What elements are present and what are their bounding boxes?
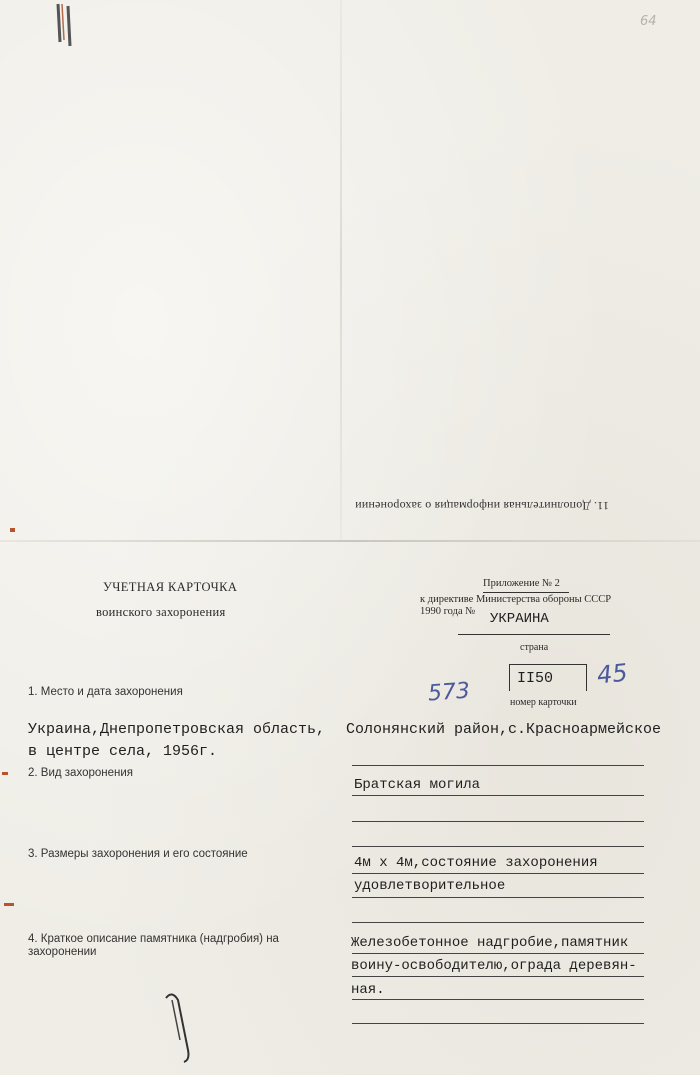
card-number: II50 bbox=[517, 670, 554, 687]
handwritten-number: 573 bbox=[427, 678, 471, 707]
field-rule bbox=[352, 821, 644, 822]
field-rule bbox=[352, 953, 644, 954]
field-rule bbox=[352, 999, 644, 1000]
red-mark bbox=[4, 903, 14, 906]
handwritten-number: 45 bbox=[595, 658, 629, 690]
field-rule bbox=[352, 765, 644, 766]
field-rule bbox=[352, 922, 644, 923]
country-value: УКРАИНА bbox=[490, 611, 549, 627]
field-rule bbox=[352, 1023, 644, 1024]
corner-page-number: 64 bbox=[640, 14, 657, 29]
size-condition-value: 4м х 4м,состояние захоронения bbox=[354, 855, 598, 871]
size-condition-label: 3. Размеры захоронения и его состояние bbox=[28, 848, 248, 860]
card-number-label: номер карточки bbox=[510, 697, 577, 708]
monument-value: Железобетонное надгробие,памятник bbox=[351, 935, 629, 951]
size-condition-value: удовлетворительное bbox=[354, 878, 506, 894]
place-value: в центре села, 1956г. bbox=[28, 743, 218, 760]
field-rule bbox=[352, 873, 644, 874]
monument-label: 4. Краткое описание памятника (надгробия) на bbox=[28, 933, 279, 945]
burial-type-label: 2. Вид захоронения bbox=[28, 767, 134, 779]
field-rule bbox=[352, 795, 644, 796]
place-value: Украина,Днепропетровская область, bbox=[28, 721, 326, 738]
appendix-label: Приложение № 2 bbox=[483, 578, 560, 589]
monument-value: воину-освободителю,ограда деревян- bbox=[351, 958, 637, 974]
fold-crease-vertical bbox=[340, 0, 342, 540]
paper-clip-icon bbox=[48, 2, 78, 52]
place-value: Солонянский район,с.Красноармейское bbox=[346, 721, 662, 738]
paper-clip-icon bbox=[160, 990, 200, 1065]
country-label: страна bbox=[520, 642, 549, 653]
card-subtitle: воинского захоронения bbox=[96, 605, 226, 619]
monument-label: захоронении bbox=[28, 946, 97, 958]
country-underline bbox=[458, 634, 610, 635]
fold-crease-horizontal bbox=[0, 540, 700, 542]
reverse-section-heading: 11. Дополнительная информация о захоронении bbox=[355, 499, 609, 513]
field-rule bbox=[352, 846, 644, 847]
red-mark bbox=[10, 528, 15, 532]
directive-line: к директиве Министерства обороны СССР bbox=[420, 594, 612, 605]
directive-year-line: 1990 года № bbox=[420, 606, 476, 617]
field-rule bbox=[352, 897, 644, 898]
red-mark bbox=[2, 772, 8, 775]
monument-value: ная. bbox=[351, 982, 385, 998]
appendix-underline bbox=[483, 592, 569, 593]
field-rule bbox=[352, 976, 644, 977]
burial-type-value: Братская могила bbox=[354, 777, 481, 793]
card-title: УЧЕТНАЯ КАРТОЧКА bbox=[103, 580, 238, 594]
place-date-label: 1. Место и дата захоронения bbox=[28, 686, 183, 698]
